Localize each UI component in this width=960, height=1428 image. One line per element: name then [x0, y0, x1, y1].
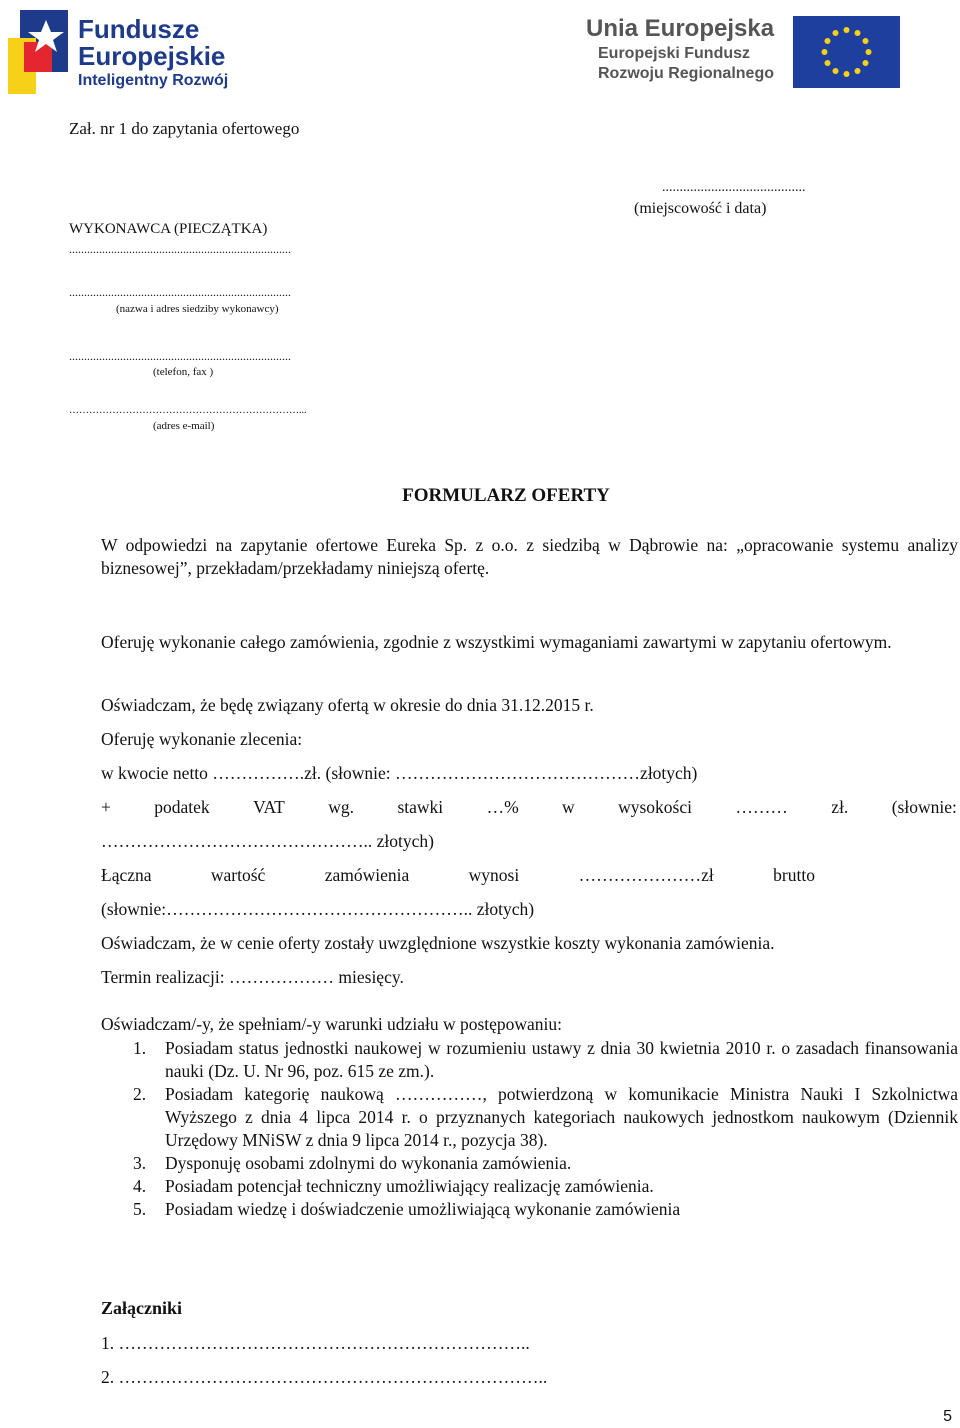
vat-word: …%	[486, 797, 519, 817]
total-word: Łączna	[101, 865, 152, 885]
ue-logo-line3: Rozwoju Regionalnego	[598, 65, 774, 82]
fe-logo-icon	[6, 2, 76, 98]
list-item	[101, 1083, 958, 1152]
place-date-dots: .........................................	[662, 180, 806, 195]
attachments-heading: Załączniki	[101, 1298, 183, 1318]
vat-word: zł.	[831, 797, 849, 817]
intro-paragraph: W odpowiedzi na zapytanie ofertowe Eureka Sp. z o.o. z siedzibą w Dąbrowie na: „opracowanie systemu analizy biznesowej”, przekładam/przekładamy niniejszą ofertę.	[101, 535, 958, 578]
total-word: …………………zł	[578, 865, 714, 885]
vat-word: stawki	[397, 797, 444, 817]
vat-word: w	[562, 797, 575, 817]
vat-word: (słownie:	[891, 797, 957, 817]
list-item-text: Posiadam potencjał techniczny umożliwiający realizację zamówienia.	[165, 1176, 654, 1196]
vat-word: VAT	[253, 797, 285, 817]
total-line	[101, 865, 815, 886]
list-item-number: 2.	[133, 1084, 147, 1104]
offer-full-paragraph: Oferuję wykonanie całego zamówienia, zgodnie z wszystkimi wymaganiami zawartymi w zapytaniu ofertowym.	[101, 632, 892, 652]
net-amount-line: w kwocie netto …………….zł. (słownie: ……………………………………złotych)	[101, 763, 698, 783]
list-item-number: 3.	[133, 1153, 147, 1173]
contractor-heading: WYKONAWCA (PIECZĄTKA)	[69, 221, 268, 237]
ue-logo-title: Unia Europejska	[586, 15, 775, 42]
vat-line-continued: ……………………………………….. złotych)	[101, 831, 434, 851]
total-word: wynosi	[468, 865, 520, 885]
attachment-item: 1. ……………………………………………………………..	[101, 1333, 530, 1353]
offer-task-text: Oferuję wykonanie zlecenia:	[101, 729, 303, 749]
vat-line	[101, 797, 957, 818]
list-item	[101, 1152, 958, 1175]
list-item-text: Posiadam kategorię naukową ……………, potwierdzoną w komunikacie Ministra Nauki I Szkolnictwa Wyższego z dnia 4 lipca 2014 r. o przyznanych kategoriach naukowych jednostkom naukowym (Dziennik Urzędowy MNiSW z dnia 9 lipca 2014 r., pozycja 38).	[165, 1084, 958, 1150]
total-line-continued: (słownie:…………………………………………….. złotych)	[101, 899, 535, 919]
list-item	[101, 1037, 958, 1083]
contractor-dots-4: ……………………………………………………………...	[69, 405, 307, 416]
contractor-email-label: (adres e-mail)	[153, 420, 215, 432]
eu-flag-icon	[793, 16, 900, 88]
contractor-phone-label: (telefon, fax )	[153, 366, 214, 378]
list-item-number: 4.	[133, 1176, 147, 1196]
list-item-text: Posiadam wiedzę i doświadczenie umożliwiającą wykonanie zamówienia	[165, 1199, 681, 1219]
attachment-item: 2. ………………………………………………………………..	[101, 1367, 548, 1387]
ue-logo-line2: Europejski Fundusz	[598, 45, 751, 62]
vat-word: +	[101, 797, 111, 817]
contractor-dots-3: ..........................................................................	[69, 349, 291, 363]
total-word: zamówienia	[324, 865, 410, 885]
conditions-list	[101, 1037, 958, 1221]
form-title: FORMULARZ OFERTY	[402, 485, 610, 506]
contractor-dots-2: ..........................................................................	[69, 285, 291, 299]
bound-until-text: Oświadczam, że będę związany ofertą w okresie do dnia 31.12.2015 r.	[101, 695, 594, 715]
list-item	[101, 1175, 958, 1198]
list-item-text: Posiadam status jednostki naukowej w rozumieniu ustawy z dnia 30 kwietnia 2010 r. o zasadach finansowania nauki (Dz. U. Nr 96, poz. 615 ze zm.).	[165, 1038, 958, 1081]
list-item-number: 5.	[133, 1199, 147, 1219]
fe-logo-line1: Fundusze	[78, 14, 200, 44]
fe-logo-line2: Europejskie	[78, 41, 226, 71]
page-number: 5	[943, 1408, 952, 1425]
vat-word: ………	[735, 797, 788, 817]
fe-logo-line3: Inteligentny Rozwój	[78, 72, 229, 89]
list-item-text: Dysponuję osobami zdolnymi do wykonania zamówienia.	[165, 1153, 572, 1173]
total-word: wartość	[210, 865, 266, 885]
deadline-text: Termin realizacji: ……………… miesięcy.	[101, 967, 404, 987]
list-item	[101, 1198, 958, 1221]
costs-included-text: Oświadczam, że w cenie oferty zostały uwzględnione wszystkie koszty wykonania zamówienia.	[101, 933, 775, 953]
place-date-label: (miejscowość i data)	[634, 200, 767, 217]
vat-word: podatek	[154, 797, 210, 817]
vat-word: wysokości	[618, 797, 692, 817]
conditions-intro: Oświadczam/-y, że spełniam/-y warunki udziału w postępowaniu:	[101, 1014, 563, 1034]
vat-word: wg.	[328, 797, 355, 817]
fundusze-europejskie-logo	[6, 2, 246, 98]
total-word: brutto	[773, 865, 815, 885]
unia-europejska-logo-text	[586, 14, 774, 84]
contractor-dots-1: ..........................................................................	[69, 242, 291, 256]
annex-label: Zał. nr 1 do zapytania ofertowego	[69, 119, 300, 138]
contractor-name-label: (nazwa i adres siedziby wykonawcy)	[116, 303, 279, 315]
list-item-number: 1.	[133, 1038, 147, 1058]
